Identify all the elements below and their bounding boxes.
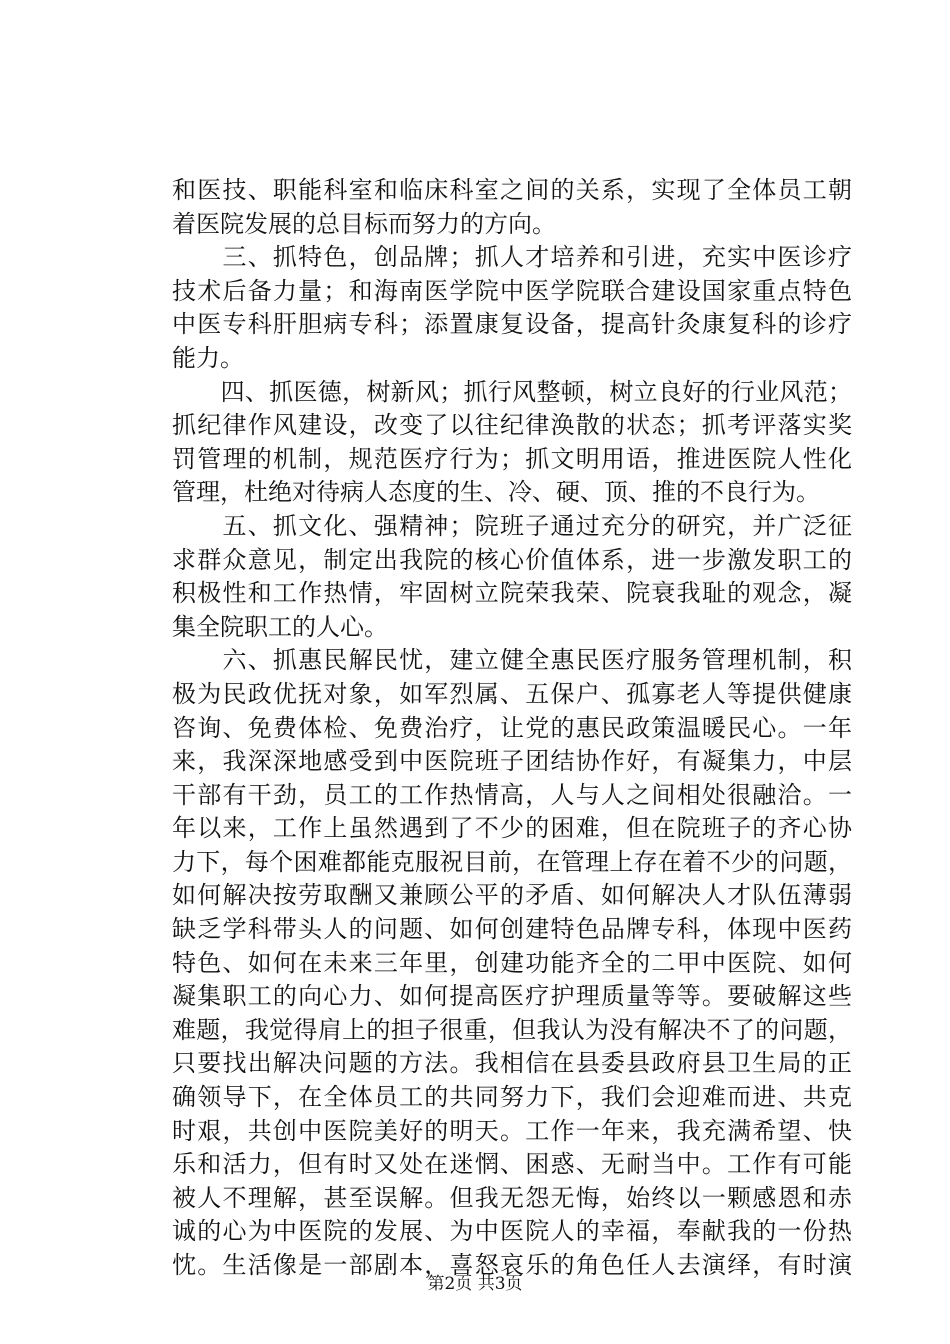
- text-line: 特色、如何在未来三年里，创建功能齐全的二甲中医院、如何: [172, 948, 852, 977]
- text-line: 干部有干劲，员工的工作热情高，人与人之间相处很融洽。一: [172, 780, 852, 809]
- text-line: 技术后备力量；和海南医学院中医学院联合建设国家重点特色: [172, 276, 852, 305]
- text-line: 如何解决按劳取酬又兼顾公平的矛盾、如何解决人才队伍薄弱: [172, 881, 852, 910]
- text-line: 缺乏学科带头人的问题、如何创建特色品牌专科，体现中医药: [172, 915, 852, 944]
- text-line: 来，我深深地感受到中医院班子团结协作好，有凝集力，中层: [172, 747, 852, 776]
- text-line: 五、抓文化、强精神；院班子通过充分的研究，并广泛征: [172, 511, 852, 540]
- text-line: 被人不理解，甚至误解。但我无怨无悔，始终以一颗感恩和赤: [172, 1183, 852, 1212]
- text-line: 咨询、免费体检、免费治疗，让党的惠民政策温暖民心。一年: [172, 713, 852, 742]
- text-line: 集全院职工的人心。: [172, 612, 388, 641]
- text-line: 确领导下，在全体员工的共同努力下，我们会迎难而进、共克: [172, 1083, 852, 1112]
- body-text: [172, 174, 852, 1283]
- text-line: 积极性和工作热情，牢固树立院荣我荣、院衰我耻的观念，凝: [172, 579, 852, 608]
- text-line: 诚的心为中医院的发展、为中医院人的幸福，奉献我的一份热: [172, 1217, 852, 1246]
- text-line: 力下，每个困难都能克服祝目前，在管理上存在着不少的问题，: [172, 847, 852, 876]
- text-line: 年以来，工作上虽然遇到了不少的困难，但在院班子的齐心协: [172, 814, 852, 843]
- text-line: 罚管理的机制，规范医疗行为；抓文明用语，推进医院人性化: [172, 444, 852, 473]
- text-line: 只要找出解决问题的方法。我相信在县委县政府县卫生局的正: [172, 1049, 852, 1078]
- text-line: 三、抓特色，创品牌；抓人才培养和引进，充实中医诊疗: [172, 243, 852, 272]
- text-line: 抓纪律作风建设，改变了以往纪律涣散的状态；抓考评落实奖: [172, 411, 852, 440]
- text-line: 中医专科肝胆病专科；添置康复设备，提高针灸康复科的诊疗: [172, 310, 852, 339]
- text-line: 凝集职工的向心力、如何提高医疗护理质量等等。要破解这些: [172, 982, 852, 1011]
- text-line: 四、抓医德，树新风；抓行风整顿，树立良好的行业风范；: [172, 377, 852, 406]
- text-line: 乐和活力，但有时又处在迷惘、困惑、无耐当中。工作有可能: [172, 1150, 852, 1179]
- text-line: 极为民政优抚对象，如军烈属、五保户、孤寡老人等提供健康: [172, 679, 852, 708]
- text-line: 和医技、职能科室和临床科室之间的关系，实现了全体员工朝: [172, 176, 852, 204]
- page-number-footer: 第2页 共3页: [427, 1274, 523, 1294]
- text-line: 管理，杜绝对待病人态度的生、冷、硬、顶、推的不良行为。: [172, 478, 820, 507]
- text-line: 求群众意见，制定出我院的核心价值体系，进一步激发职工的: [172, 545, 852, 574]
- text-line: 着医院发展的总目标而努力的方向。: [172, 209, 556, 238]
- text-line: 难题，我觉得肩上的担子很重，但我认为没有解决不了的问题，: [172, 1015, 852, 1044]
- text-line: 六、抓惠民解民忧，建立健全惠民医疗服务管理机制，积: [172, 646, 852, 675]
- text-line: 忱。生活像是一部剧本，喜怒哀乐的角色任人去演绎，有时演: [172, 1251, 852, 1279]
- text-line: 时艰，共创中医院美好的明天。工作一年来，我充满希望、快: [172, 1116, 852, 1145]
- text-line: 能力。: [172, 343, 244, 372]
